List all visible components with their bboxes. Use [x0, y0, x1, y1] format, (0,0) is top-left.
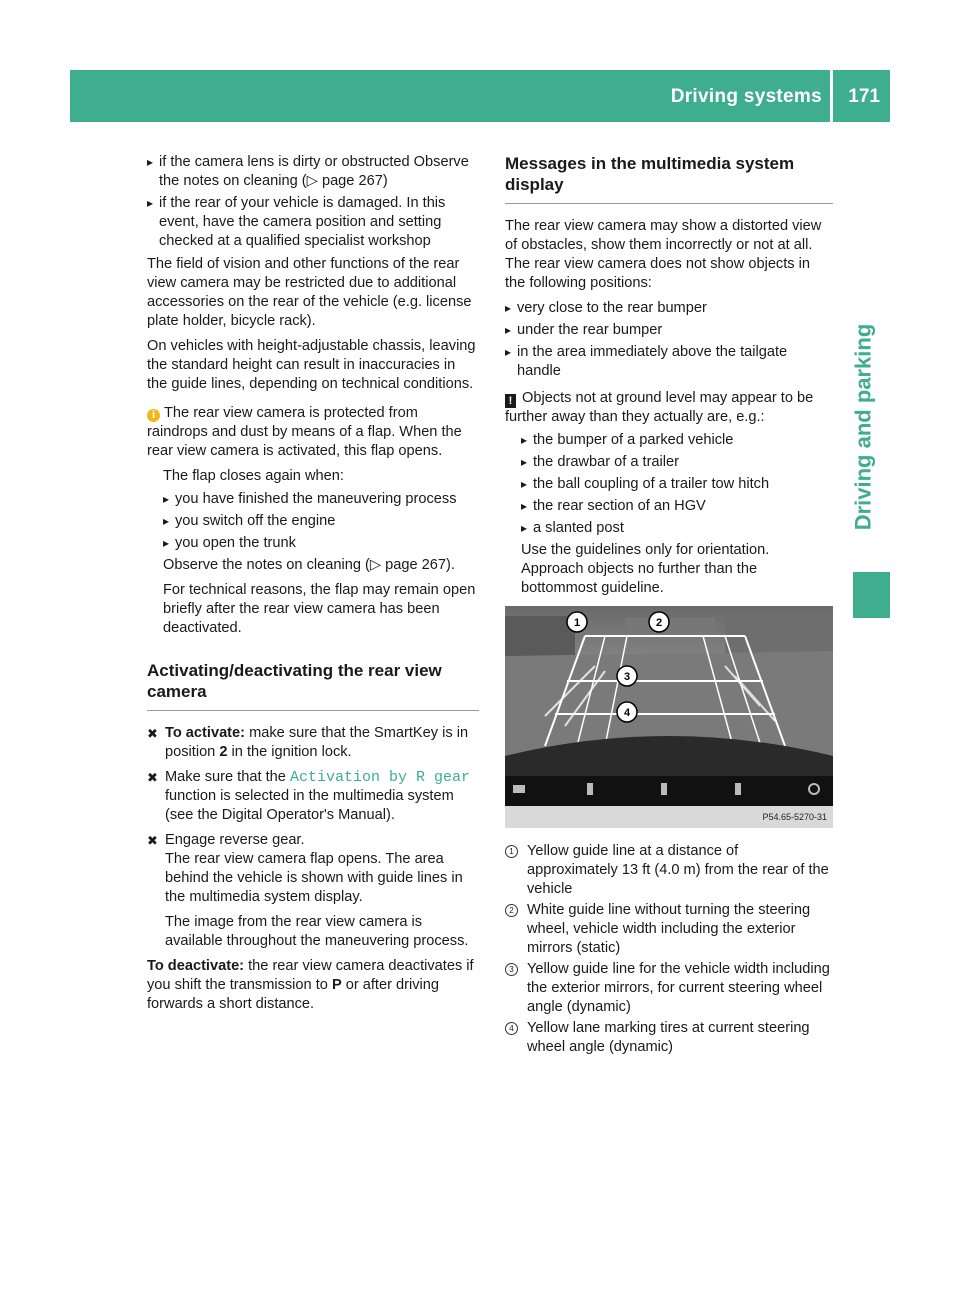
bullet-icon: ▸ — [147, 155, 154, 169]
list-item-text: under the rear bumper — [517, 322, 663, 338]
bullet-icon: ▸ — [521, 455, 528, 469]
deactivate-paragraph — [147, 957, 479, 1014]
info-icon: i — [147, 409, 160, 422]
list-item — [521, 475, 833, 494]
rear-camera-image — [505, 606, 833, 806]
bullet-icon: ▸ — [505, 323, 512, 337]
bullet-icon: ▸ — [521, 433, 528, 447]
legend-item — [505, 1019, 833, 1057]
list-item-text: if the rear of your vehicle is damaged. In this event, have the camera position and setting checked at a qualified specialist workshop — [159, 195, 446, 249]
paragraph: The field of vision and other functions of the rear view camera may be restricted due to additional accessories on the rear of the vehicle (e.g. license plate holder, bicycle rack). — [147, 256, 472, 329]
list-item — [505, 343, 833, 381]
paragraph: The rear view camera may show a distorted view of obstacles, show them incorrectly or not at all. The rear view camera does not show objects in the following positions: — [505, 218, 822, 291]
figure-marker-4 — [617, 702, 637, 722]
observe-text: Observe the notes on cleaning ( — [163, 557, 370, 573]
list-item-text: the drawbar of a trailer — [533, 454, 680, 470]
list-item — [147, 153, 479, 191]
legend-item — [505, 842, 833, 899]
legend-text: Yellow lane marking tires at current steering wheel angle (dynamic) — [527, 1020, 810, 1055]
figure-marker-3 — [617, 666, 637, 686]
list-item — [163, 490, 479, 509]
list-item — [147, 194, 479, 251]
list-item — [521, 431, 833, 450]
figure-marker-label: 3 — [623, 671, 631, 683]
page-ref-icon: ▷ — [369, 557, 386, 573]
list-item — [521, 453, 833, 472]
list-item-text: the ball coupling of a trailer tow hitch — [533, 476, 770, 492]
list-item-text: you have finished the maneuvering process — [175, 491, 457, 507]
list-item-text: very close to the rear bumper — [517, 300, 707, 316]
list-item — [505, 299, 833, 318]
step-text: Engage reverse gear. — [165, 832, 305, 848]
step-text: in the ignition lock. — [227, 744, 352, 760]
step-item — [147, 831, 479, 951]
step-arrow-icon: ✖ — [147, 726, 158, 741]
step-text: make sure that the SmartKey is in position — [165, 725, 469, 760]
legend-number: 3 — [505, 963, 518, 976]
page-header — [70, 70, 890, 122]
legend-item — [505, 901, 833, 958]
step-item — [147, 768, 479, 825]
step-text: Make sure that the — [165, 769, 290, 785]
chapter-marker-block — [853, 572, 890, 618]
step-detail: The rear view camera flap opens. The area behind the vehicle is shown with guide lines in the multimedia system display. — [165, 851, 463, 905]
parked-cars-left — [505, 616, 575, 656]
header-divider — [830, 70, 833, 122]
legend-number: 2 — [505, 904, 518, 917]
list-item-text: the rear section of an HGV — [533, 498, 706, 514]
bullet-icon: ▸ — [163, 514, 170, 528]
info-text: The rear view camera is protected from raindrops and dust by means of a flap. When the rear view camera is activated, this flap opens. — [147, 405, 462, 459]
left-column — [147, 153, 479, 1014]
list-item-text: the bumper of a parked vehicle — [533, 432, 734, 448]
chapter-label: Driving and parking — [850, 323, 876, 531]
toolbar-button — [735, 783, 741, 795]
legend-text: White guide line without turning the steering wheel, vehicle width including the exterior mirrors (static) — [527, 902, 811, 956]
list-item-text: if the camera lens is dirty or obstructed Observe the notes on cleaning ( — [159, 154, 469, 189]
bullet-icon: ▸ — [521, 521, 528, 535]
bullet-icon: ▸ — [163, 536, 170, 550]
chapter-side-tab — [843, 292, 883, 562]
info-note — [147, 404, 479, 638]
deactivate-text: or after driving forwards a short distance. — [147, 977, 440, 1012]
warning-icon: ! — [505, 394, 516, 408]
toolbar-button — [661, 783, 667, 795]
right-column — [505, 153, 833, 1059]
list-item-text: you switch off the engine — [175, 513, 336, 529]
info-technical: For technical reasons, the flap may remain open briefly after the rear view camera has been deactivated. — [163, 582, 476, 636]
bullet-icon: ▸ — [505, 345, 512, 359]
step-item — [147, 724, 479, 762]
legend-number: 4 — [505, 1022, 518, 1035]
guideline-note: Approach objects no further than the bottommost guideline. — [521, 561, 758, 596]
list-item-text: you open the trunk — [175, 535, 296, 551]
gear-p: P — [331, 977, 342, 993]
figure-marker-label: 1 — [573, 617, 581, 629]
paragraph: On vehicles with height-adjustable chassis, leaving the standard height can result in inaccuracies in the guide lines, depending on technical conditions. — [147, 338, 476, 392]
list-item-text: in the area immediately above the tailgate handle — [517, 344, 788, 379]
legend-item — [505, 960, 833, 1017]
list-item — [521, 497, 833, 516]
toolbar-button — [587, 783, 593, 795]
rear-camera-figure — [505, 606, 833, 828]
bullet-icon: ▸ — [163, 492, 170, 506]
step-detail: The image from the rear view camera is available throughout the maneuvering process. — [165, 914, 469, 949]
guideline-note: Use the guidelines only for orientation. — [521, 542, 770, 558]
parked-cars-right — [725, 611, 833, 656]
section-heading: Messages in the multimedia system display — [505, 153, 833, 204]
step-arrow-icon: ✖ — [147, 770, 158, 785]
bullet-icon: ▸ — [521, 477, 528, 491]
figure-marker-1 — [567, 612, 587, 632]
page-number: 171 — [848, 86, 880, 107]
warning-text: Objects not at ground level may appear to be further away than they actually are, e.g.: — [505, 390, 814, 425]
header-section-title: Driving systems — [670, 86, 822, 107]
list-item — [521, 519, 833, 538]
page-ref-link[interactable]: page 267). — [385, 557, 455, 573]
toolbar-button — [513, 785, 525, 793]
figure-marker-label: 2 — [655, 617, 663, 629]
bullet-icon: ▸ — [521, 499, 528, 513]
legend-text: Yellow guide line for the vehicle width including the exterior mirrors, for current steering wheel angle (dynamic) — [527, 961, 830, 1015]
legend-number: 1 — [505, 845, 518, 858]
parked-car-far — [625, 618, 715, 636]
step-text: function is selected in the multimedia system (see the Digital Operator's Manual). — [165, 788, 454, 823]
list-item — [163, 534, 479, 553]
list-item — [505, 321, 833, 340]
figure-marker-2 — [649, 612, 669, 632]
list-item — [163, 512, 479, 531]
bullet-icon: ▸ — [505, 301, 512, 315]
step-arrow-icon: ✖ — [147, 833, 158, 848]
ignition-position: 2 — [219, 744, 228, 760]
warning-note — [505, 389, 833, 598]
page-ref-link[interactable]: page 267) — [321, 173, 388, 189]
info-observe — [147, 556, 479, 575]
menu-function-name: Activation by R gear — [289, 769, 470, 786]
bullet-icon: ▸ — [147, 196, 154, 210]
list-item-text: a slanted post — [533, 520, 624, 536]
step-label: To activate: — [165, 725, 246, 741]
camera-toolbar — [505, 776, 833, 806]
legend-text: Yellow guide line at a distance of approximately 13 ft (4.0 m) from the rear of the vehicle — [527, 843, 829, 897]
deactivate-label: To deactivate: — [147, 958, 245, 974]
figure-id: P54.65-5270-31 — [505, 806, 833, 828]
page-ref-icon: ▷ — [306, 173, 322, 189]
info-subheading: The flap closes again when: — [163, 468, 344, 484]
section-heading: Activating/deactivating the rear view camera — [147, 660, 479, 711]
deactivate-text: the rear view camera deactivates if you shift the transmission to — [147, 958, 474, 993]
figure-marker-label: 4 — [623, 707, 631, 719]
